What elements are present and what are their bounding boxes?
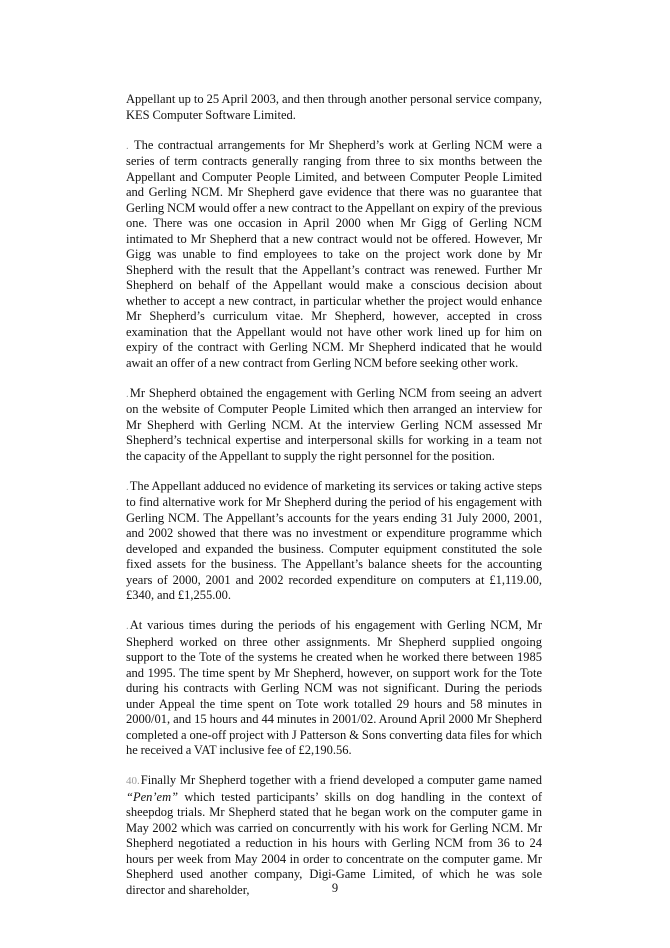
paragraph-text: Mr Shepherd obtained the engagement with Gerling NCM from seeing an advert on the website of Computer People Limited which then arranged an interview for Mr Shepherd with Gerling NCM. At the interview Gerling NCM assessed Mr Shepherd’s technical expertise and interpersonal skills for working in a team not the capacity of the Appellant to supply the right personnel for the position. <box>126 385 542 463</box>
paragraph-number: . <box>126 480 129 493</box>
paragraph <box>126 386 542 465</box>
paragraph-text: which tested participants’ skills on dog handling in the context of sheepdog trials. Mr Shepherd stated that he began work on the computer game in May 2002 which was carried on concurrently with his work for Gerling NCM. Mr Shepherd negotiated a reduction in his hours with Gerling NCM from 36 to 24 hours per week from May 2004 in order to concentrate on the computer game. Mr Shepherd used another company, Digi-Game Limited, of which he was sole director and shareholder, <box>126 789 542 897</box>
paragraph-number: . <box>126 387 129 400</box>
paragraph-text: The Appellant adduced no evidence of marketing its services or taking active steps to find alternative work for Mr Shepherd during the period of his engagement with Gerling NCM. The Appellant’s accounts for the years ending 31 July 2000, 2001, and 2002 showed that there was no investment or expenditure programme which developed and expanded the business. Computer equipment constituted the sole fixed assets for the business. The Appellant’s balance sheets for the accounting years of 2000, 2001 and 2002 recorded expenditure on computers at £1,119.00, £340, and £1,255.00. <box>126 478 542 602</box>
paragraph <box>126 773 542 898</box>
document-body <box>126 92 542 913</box>
paragraph-number: . <box>126 139 129 152</box>
paragraph-text: Appellant up to 25 April 2003, and then through another personal service company, KES Computer Software Limited. <box>126 92 542 122</box>
paragraph-number: 40. <box>126 775 140 787</box>
paragraph <box>126 618 542 759</box>
paragraph-number: . <box>126 620 129 632</box>
paragraph <box>126 138 542 372</box>
paragraph <box>126 479 542 604</box>
paragraph <box>126 92 542 123</box>
italic-text: “Pen’em” <box>126 789 179 804</box>
paragraph-text: Finally Mr Shepherd together with a friend developed a computer game named <box>140 773 542 787</box>
paragraph-text: At various times during the periods of his engagement with Gerling NCM, Mr Shepherd worked on three other assignments. Mr Shepherd supplied ongoing support to the Tote of the systems he created when he worked there between 1985 and 1995. The time spent by Mr Shepherd, however, on support work for the Tote during his contracts with Gerling NCM was not significant. During the periods under Appeal the time spent on Tote work totalled 29 hours and 58 minutes in 2000/01, and 15 hours and 44 minutes in 2001/02. Around April 2000 Mr Shepherd completed a one-off project with J Patterson & Sons converting data files for which he received a VAT inclusive fee of £2,190.56. <box>126 618 542 757</box>
paragraph-text: The contractual arrangements for Mr Shepherd’s work at Gerling NCM were a series of term contracts generally ranging from three to six months between the Appellant and Computer People Limited, and between Computer People Limited and Gerling NCM. Mr Shepherd gave evidence that there was no guarantee that Gerling NCM would offer a new contract to the Appellant on expiry of the previous one. There was one occasion in April 2000 when Mr Gigg of Gerling NCM intimated to Mr Shepherd that a new contract would not be offered. However, Mr Gigg was unable to find employees to take on the project work done by Mr Shepherd with the result that the Appellant’s contract was renewed. Further Mr Shepherd on behalf of the Appellant would make a conscious decision about whether to accept a new contract, in particular whether the project would enhance Mr Shepherd’s curriculum vitae. Mr Shepherd, however, accepted in cross examination that the Appellant would not have other work lined up for him on expiry of the contract with Gerling NCM. Mr Shepherd indicated that he would await an offer of a new contract from Gerling NCM before seeking other work. <box>126 137 542 370</box>
page-number: 9 <box>331 881 339 895</box>
